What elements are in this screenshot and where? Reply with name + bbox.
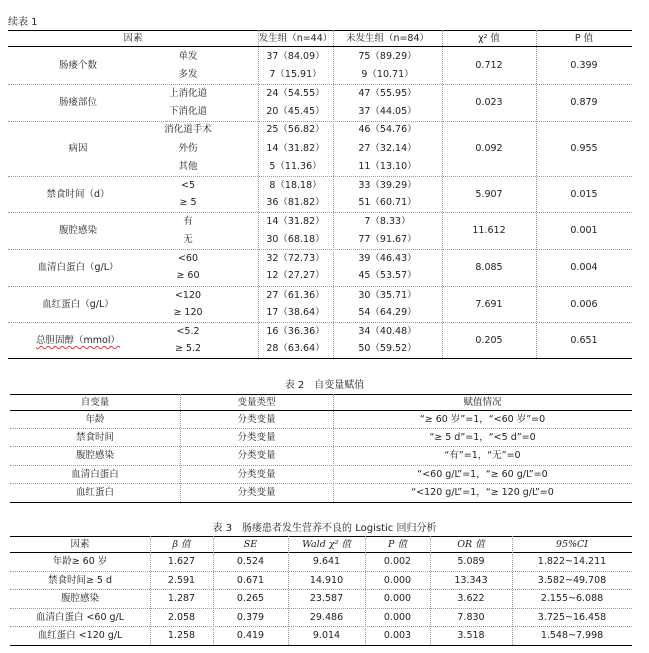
table1-factor: 肠瘘个数 [58,59,97,71]
table1-level: 其他 [178,161,198,173]
table1-occur: 30（68.18） [266,234,325,246]
table3-beta: 1.258 [167,630,196,642]
table3-beta: 1.627 [167,556,196,568]
table1-header-occur: 发生组（n=44） [258,32,333,44]
table2-caption: 表 2 自变量赋值 [284,380,365,391]
table3-caption: 表 3 肠瘘患者发生营养不良的 Logistic 回归分析 [212,523,437,534]
table1-occur: 37（84.09） [266,51,325,63]
table1-level: ≥ 5 [179,197,197,209]
table3-ci: 3.582~49.708 [537,574,607,586]
table3-wald: 9.014 [312,630,341,642]
table2-var: 禁食时间 [75,431,114,443]
table1-level: 单发 [178,51,198,63]
table2-assign: “<60 g/L”=1，“≥ 60 g/L”=0 [417,468,548,480]
table3-wald: 29.486 [309,611,344,623]
table1-nonoccur: 51（60.71） [358,197,417,209]
table3-factor: 血红蛋白 <120 g/L [37,630,123,642]
table3-beta: 1.287 [167,593,196,605]
table1-level: 有 [183,216,193,228]
table3-se: 0.379 [236,611,265,623]
table1-chi: 0.712 [475,59,503,71]
table3-p: 0.003 [383,630,412,642]
table1-level: 上消化道 [168,88,207,100]
table1-factor-text: 总胆固醇（mmol） [36,334,120,346]
table1-factor: 病因 [68,143,88,155]
table3-beta: 2.591 [167,574,196,586]
table1-nonoccur: 54（64.29） [358,307,417,319]
table2-bottom-rule [10,502,632,503]
table2-assign: “≥ 60 岁”=1，“<60 岁”=0 [419,413,546,425]
table3-or: 5.089 [457,556,485,568]
table1-nonoccur: 39（46.43） [358,253,417,265]
table3-se: 0.671 [236,574,265,586]
table1-factor: 腹腔感染 [58,225,97,237]
table3-factor: 年龄≥ 60 岁 [52,556,108,568]
table1-bottom-rule [8,358,632,359]
table1-p: 0.879 [570,97,598,109]
table1-nonoccur: 50（59.52） [358,343,417,355]
table1-nonoccur: 75（89.29） [358,51,417,63]
table1-p: 0.015 [570,188,598,200]
table1-caption: 续表 1 [8,17,38,28]
table3-ci: 3.725~16.458 [537,611,607,623]
table1-nonoccur: 77（91.67） [358,234,417,246]
table3-header-ci: 95%CI [555,538,589,550]
table1-chi: 5.907 [475,188,503,200]
table2-header-assign: 赋值情况 [463,396,502,408]
table3-header-wald: Wald χ² 值 [302,538,351,550]
table3-factor: 腹腔感染 [60,593,99,605]
table1-chi: 0.023 [475,97,503,109]
table1-occur: 17（38.64） [266,307,325,319]
table1-nonoccur: 37（44.05） [358,106,417,118]
table1-p: 0.004 [570,262,598,274]
table3-p: 0.000 [383,611,412,623]
table1-chi: 7.691 [475,298,503,310]
table1-level: 下消化道 [168,106,207,118]
table2-header-var: 自变量 [80,396,110,408]
table1-p: 0.001 [570,225,598,237]
table3-or: 3.622 [457,593,485,605]
table3-or: 13.343 [454,574,488,586]
table2-type: 分类变量 [237,487,276,499]
table1-occur: 16（36.36） [266,326,325,338]
table1-level: 消化道手术 [164,124,212,136]
table3-bottom-rule [10,645,632,646]
table1-chi: 0.092 [475,143,503,155]
table1-p: 0.006 [570,298,598,310]
table2-assign: “<120 g/L”=1，“≥ 120 g/L”=0 [411,487,554,499]
table1-p: 0.651 [570,334,598,346]
table2-type: 分类变量 [237,413,276,425]
table1-p: 0.399 [570,59,598,71]
table2-var: 腹腔感染 [75,450,114,462]
table1-nonoccur: 11（13.10） [358,161,417,173]
table1-occur: 8（18.18） [269,180,322,192]
table2-var: 血红蛋白 [75,487,114,499]
table1-chi: 8.085 [475,262,503,274]
table1-header-chi: χ² 值 [478,32,500,44]
table2-type: 分类变量 [237,450,276,462]
table1-nonoccur: 7（8.33） [364,216,411,228]
table1-level: ≥ 60 [176,270,200,282]
table1-factor: 血红蛋白（g/L） [42,298,114,310]
table1-occur: 14（31.82） [266,216,325,228]
table2-var: 年龄 [85,413,105,425]
table1-header-nonoccur: 未发生组（n=84） [345,32,430,44]
table1-factor: 肠瘘部位 [58,97,97,109]
table1-level: 外伤 [178,143,198,155]
table1-occur: 12（27.27） [266,270,325,282]
table3-wald: 23.587 [309,593,344,605]
table1-occur: 20（45.45） [266,106,325,118]
table1-level: ≥ 5.2 [174,343,202,355]
table3-p: 0.000 [383,593,412,605]
table1-level: 无 [183,234,193,246]
table1-level: <5 [180,180,195,192]
table2-type: 分类变量 [237,468,276,480]
table3-or: 3.518 [457,630,485,642]
table1-occur: 5（11.36） [269,161,322,173]
table3-or: 7.830 [457,611,485,623]
table3-wald: 9.641 [312,556,341,568]
table1-level: <60 [177,253,199,265]
table3-header-beta: β 值 [172,538,191,550]
table1-factor: 禁食时间（d） [46,188,110,200]
table3-wald: 14.910 [309,574,344,586]
table3-se: 0.524 [236,556,265,568]
table3-header-se: SE [243,538,258,550]
table3-p: 0.000 [383,574,412,586]
table1-nonoccur: 34（40.48） [358,326,417,338]
table1-factor: 血清白蛋白（g/L） [37,262,119,274]
table1-level: ≥ 120 [173,307,203,319]
table1-occur: 24（54.55） [266,88,325,100]
table3-ci: 1.822~14.211 [537,556,607,568]
table1-level: <5.2 [176,326,200,338]
table3-ci: 2.155~6.088 [540,593,604,605]
table3-factor: 血清白蛋白 <60 g/L [35,611,125,623]
table2-header-type: 变量类型 [237,396,276,408]
table1-nonoccur: 30（35.71） [358,290,417,302]
table2-assign: “≥ 5 d”=1，“<5 d”=0 [429,431,536,443]
table3-header-or: OR 值 [457,538,485,550]
table1-nonoccur: 9（10.71） [361,69,414,81]
table3-beta: 2.058 [167,611,196,623]
table1-occur: 25（56.82） [266,124,325,136]
table1-occur: 28（63.64） [266,343,325,355]
table2-assign: “有”=1，“无”=0 [444,450,521,462]
table1-nonoccur: 45（53.57） [358,270,417,282]
table1-occur: 14（31.82） [266,143,325,155]
table1-occur: 27（61.36） [266,290,325,302]
table1-header-factor: 因素 [123,32,143,44]
table1-p: 0.955 [570,143,598,155]
table3-p: 0.002 [383,556,412,568]
table1-nonoccur: 47（55.95） [358,88,417,100]
table3-factor: 禁食时间≥ 5 d [47,574,113,586]
table1-nonoccur: 46（54.76） [358,124,417,136]
table3-se: 0.419 [236,630,265,642]
table3-ci: 1.548~7.998 [540,630,604,642]
table1-chi: 11.612 [472,225,506,237]
table3-header-p: P 值 [388,538,407,550]
table1-occur: 32（72.73） [266,253,325,265]
table2-type: 分类变量 [237,431,276,443]
table2-var: 血清白蛋白 [71,468,119,480]
table1-nonoccur: 33（39.29） [358,180,417,192]
table1-level: 多发 [178,69,198,81]
table3-se: 0.265 [236,593,265,605]
table1-occur: 36（81.82） [266,197,325,209]
table1-level: <120 [174,290,202,302]
table1-occur: 7（15.91） [269,69,322,81]
table1-nonoccur: 27（32.14） [358,143,417,155]
table1-factor [8,323,148,358]
table1-chi: 0.205 [475,334,503,346]
table1-header-p: P 值 [574,32,594,44]
table3-header-factor: 因素 [70,538,90,550]
